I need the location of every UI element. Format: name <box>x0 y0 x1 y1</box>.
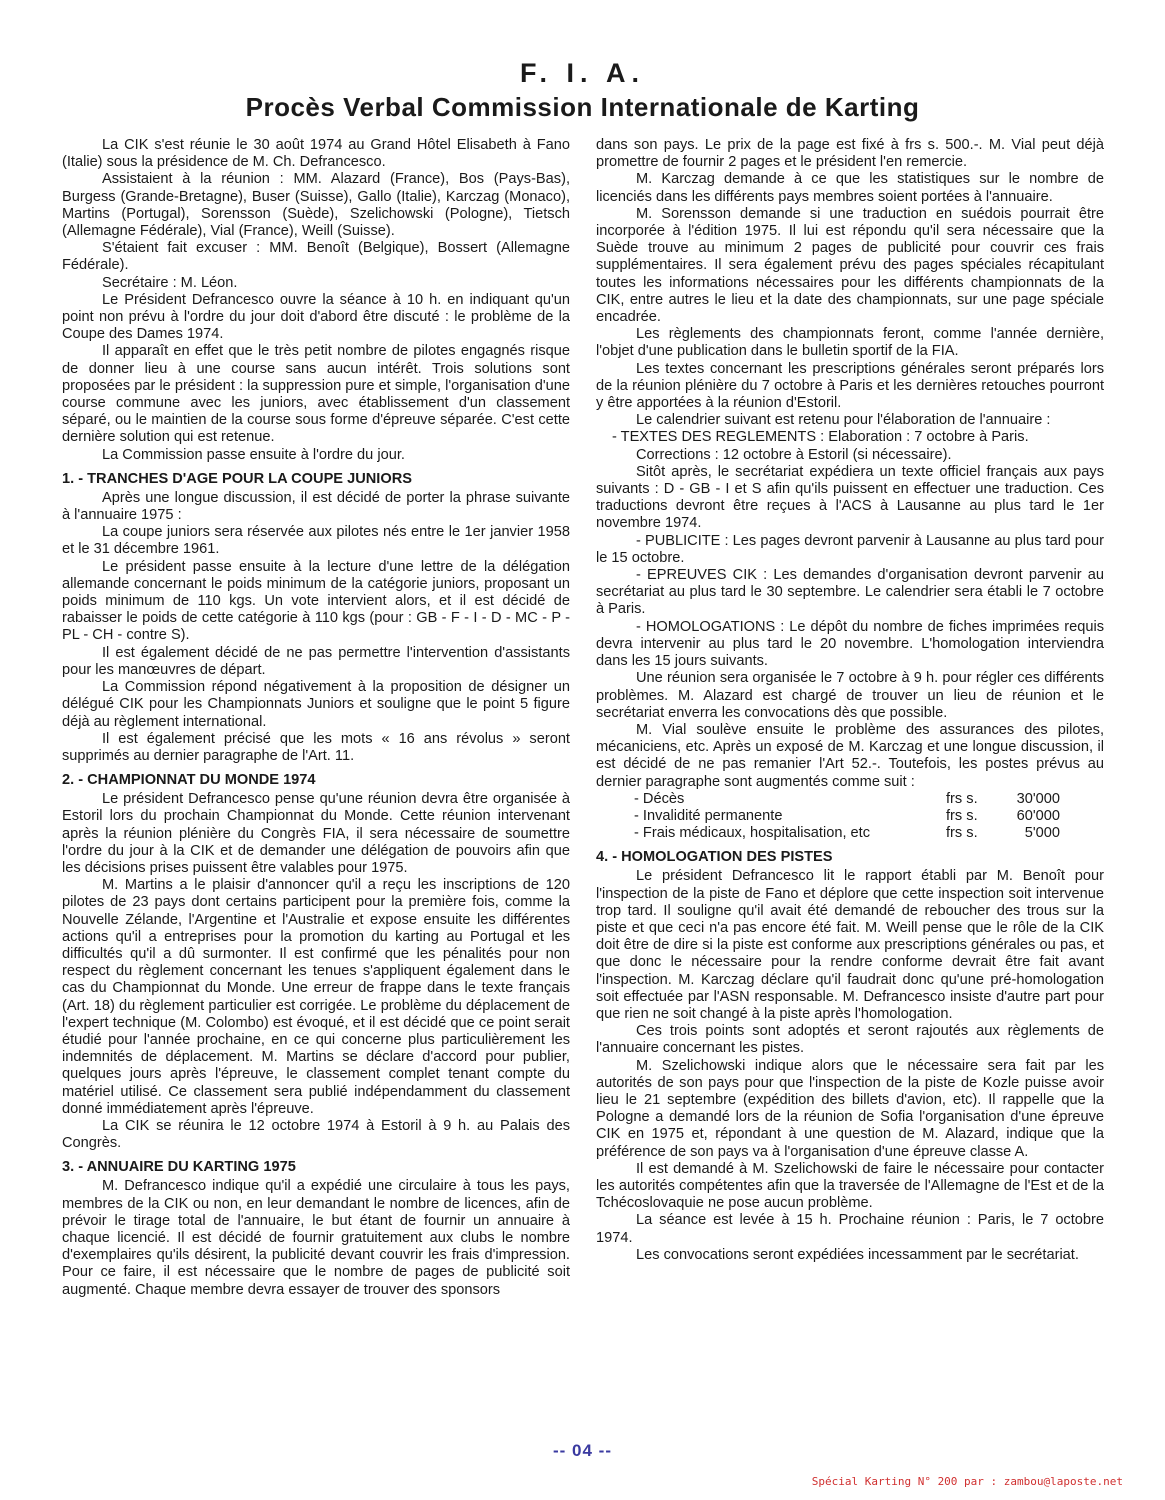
section-heading-2: 2. - CHAMPIONNAT DU MONDE 1974 <box>62 772 316 789</box>
paragraph: Sitôt après, le secrétariat expédiera un texte officiel français aux pays suivants : D - GB - I et S afin qu'ils puissent en effectuer une traduction. Ces traductions devront être reçues à l'ACS à Lausanne au plus tard le 1er novembre 1974. <box>596 463 1104 532</box>
left-column <box>62 137 570 1299</box>
paragraph: Assistaient à la réunion : MM. Alazard (France), Bos (Pays-Bas), Burgess (Grande-Bretagne), Buser (Suisse), Gallo (Italie), Karczag (Monaco), Martins (Portugal), Sorensson (Suède), Szelichowski (Pologne), Tietsch (Allemagne Fédérale), Vial (France), Weill (Suisse). <box>62 171 570 240</box>
paragraph: Une réunion sera organisée le 7 octobre à 9 h. pour régler ces différents problèmes. M. Alazard est chargé de trouver un lieu de réunion et le secrétariat enverra les convocations dès que possible. <box>596 670 1104 721</box>
fee-amount: 30'000 <box>1016 790 1060 807</box>
paragraph: La séance est levée à 15 h. Prochaine réunion : Paris, le 7 octobre 1974. <box>596 1212 1104 1246</box>
paragraph: Secrétaire : M. Léon. <box>102 274 238 291</box>
paragraph: La Commission répond négativement à la proposition de désigner un délégué CIK pour les Championnats Juniors et souligne que le point 5 figure déjà au règlement international. <box>62 679 570 730</box>
fee-label: - Décès <box>634 790 685 807</box>
paragraph: S'étaient fait excuser : MM. Benoît (Belgique), Bossert (Allemagne Fédérale). <box>62 240 570 274</box>
paragraph: Ces trois points sont adoptés et seront rajoutés aux règlements de l'annuaire concernant les pistes. <box>596 1023 1104 1057</box>
fee-currency: frs s. <box>946 825 978 842</box>
paragraph: Le président Defrancesco pense qu'une réunion devra être organisée à Estoril lors du prochain Championnat du Monde. Cette réunion intervenant après la réunion plénière du Congrès FIA, il sera nécessaire de soumettre l'ordre du jour à la CIK et de demander une délégation de pouvoirs afin que les décisions prises puissent être valables pour 1975. <box>62 791 570 876</box>
paragraph: Corrections : 12 octobre à Estoril (si nécessaire). <box>636 446 952 463</box>
fee-label: - Invalidité permanente <box>634 807 783 824</box>
table-row <box>634 791 1060 808</box>
paragraph: Le président Defrancesco lit le rapport établi par M. Benoît pour l'inspection de la piste de Fano et déplore que cette inspection soit intervenue trop tard. Il souligne qu'il avait été demandé de reboucher des trous sur la piste et que ceci n'a pas encore été fait. M. Weill pense que le rôle de la CIK doit être de dire si la piste est conforme aux prescriptions générales ou pas, et que donc le nécessaire pour la rendre conforme devrait être fait avant l'inspection. M. Karczag déclare qu'il faudrait donc qu'une pré-homologation soit effectuée par l'ASN responsable. M. Defrancesco insiste d'autre part pour que rien ne soit changé à la piste après l'homologation. <box>596 868 1104 1022</box>
paragraph: - EPREUVES CIK : Les demandes d'organisation devront parvenir au secrétariat au plus tard le 30 septembre. Le calendrier sera établi le 7 octobre à Paris. <box>596 567 1104 618</box>
paragraph: Le calendrier suivant est retenu pour l'élaboration de l'annuaire : <box>636 412 1051 429</box>
table-row <box>634 808 1060 825</box>
paragraph: M. Karczag demande à ce que les statistiques sur le nombre de licenciés dans les différents pays membres soient portées à l'annuaire. <box>596 171 1104 205</box>
page-number: -- 04 -- <box>553 1441 612 1460</box>
paragraph: M. Vial soulève ensuite le problème des assurances des pilotes, mécaniciens, etc. Après un exposé de M. Karczag et une longue discussion, il est décidé de ne pas remanier l'Art 52.-. Toutefois, les postes prévus au dernier paragraphe sont augmentés comme suit : <box>596 721 1104 790</box>
paragraph: M. Szelichowski indique alors que le nécessaire sera fait par les autorités de son pays pour que l'inspection de la piste de Kozle puisse avoir lieu le 21 septembre (expédition des billets d'avion, etc). Il rappelle que la Pologne a demandé lors de la réunion de Sofia l'organisation d'une épreuve CIK en 1975 et, répondant à une question de M. Alazard, indique que la préférence de son pays va à l'organisation d'une épreuve classe A. <box>596 1057 1104 1160</box>
right-column <box>596 137 1104 1264</box>
paragraph: M. Martins a le plaisir d'annoncer qu'il a reçu les inscriptions de 120 pilotes de 23 pays dont certains participent pour la première fois, comme la Nouvelle Zélande, l'Argentine et l'Australie et expose ensuite les différentes actions qu'il a entreprises pour la promotion du karting au Portugal et les difficultés qu'il a dû surmonter. Il est confirmé que les pénalités pour non respect du règlement concernant les tenues s'appliquent également dans le cas du Championnat du Monde. Une erreur de frappe dans le texte français (Art. 18) du règlement particulier est corrigée. Le problème du déplacement de l'expert technique (M. Colombo) est évoqué, et il est décidé que ce point serait étudié pour l'année prochaine, en ce qui concerne plus particulièrement les indemnités de déplacement. M. Martins se déclare d'accord pour publier, quelques jours après l'épreuve, le classement complet tenant compte du matériel utilisé. Ce classement sera publié indépendamment du classement donné immédiatement après l'épreuve. <box>62 877 570 1117</box>
paragraph: dans son pays. Le prix de la page est fixé à frs s. 500.-. M. Vial peut déjà promettre de fournir 2 pages et le président l'en remercie. <box>596 137 1104 171</box>
paragraph: Les convocations seront expédiées incessamment par le secrétariat. <box>636 1246 1079 1263</box>
paragraph: - TEXTES DES REGLEMENTS : Elaboration : 7 octobre à Paris. <box>612 429 1029 446</box>
footer-credit: Spécial Karting N° 200 par : zambou@laposte.net <box>811 1475 1123 1488</box>
paragraph: Le président passe ensuite à la lecture d'une lettre de la délégation allemande concernant le poids minimum de la catégorie juniors, proposant un poids minimum de 110 kgs. Un vote intervient alors, et il est décidé de rabaisser le poids de cette catégorie à 110 kgs (pour : GB - F - I - D - MC - P - PL - CH - contre S). <box>62 558 570 644</box>
paragraph: M. Sorensson demande si une traduction en suédois pourrait être incorporée à l'édition 1975. Il lui est répondu qu'il sera nécessaire que la Suède trouve au minimum 2 pages de publicité pour couvrir ces frais supplémentaires. Il sera également prévu des pages spéciales récapitulant toutes les informations nécessaires pour les différents championnats de la CIK, entre autres le lieu et la date des championnats, sur une page spéciale encadrée. <box>596 205 1104 326</box>
fee-amount: 60'000 <box>1016 807 1060 824</box>
paragraph: Il est également décidé de ne pas permettre l'intervention d'assistants pour les manœuvres de départ. <box>62 644 570 678</box>
paragraph: - PUBLICITE : Les pages devront parvenir à Lausanne au plus tard pour le 15 octobre. <box>596 532 1104 566</box>
paragraph: M. Defrancesco indique qu'il a expédié une circulaire à tous les pays, membres de la CIK ou non, en leur demandant le nombre de licences, afin de prévoir le tirage total de l'annuaire, le but étant de fournir un annuaire à chaque licencié. Il est décidé de fournir gratuitement aux clubs le nombre d'exemplaires qu'ils désirent, la publicité devant couvrir les frais d'impression. Pour ce faire, il est nécessaire que le nombre de pages de publicité soit augmenté. Chaque membre devra essayer de trouver des sponsors <box>62 1178 570 1298</box>
paragraph: Il est également précisé que les mots « 16 ans révolus » seront supprimés au dernier paragraphe de l'Art. 11. <box>62 730 570 764</box>
section-heading-1: 1. - TRANCHES D'AGE POUR LA COUPE JUNIORS <box>62 470 412 487</box>
section-heading-3: 3. - ANNUAIRE DU KARTING 1975 <box>62 1159 296 1176</box>
fee-amount: 5'000 <box>1024 825 1060 842</box>
paragraph: Les textes concernant les prescriptions générales seront préparés lors de la réunion plénière du 7 octobre à Paris et les dernières retouches pourront y être apportées à la réunion d'Estoril. <box>596 360 1104 412</box>
paragraph: La Commission passe ensuite à l'ordre du jour. <box>102 446 405 463</box>
insurance-table <box>634 791 1060 843</box>
section-heading-4: 4. - HOMOLOGATION DES PISTES <box>596 849 833 866</box>
title-line-1: F. I. A. <box>519 58 645 88</box>
paragraph: Le Président Defrancesco ouvre la séance à 10 h. en indiquant qu'un point non prévu à l'ordre du jour doit d'abord être discuté : le problème de la Coupe des Dames 1974. <box>62 291 570 343</box>
paragraph: Il apparaît en effet que le très petit nombre de pilotes engagnés risque de donner lieu à une course sans aucun intérêt. Trois solutions sont proposées par le président : la suppression pure et simple, l'organisation d'une course commune avec les juniors, avec établissement d'un classement séparé, ou le maintien de la course sous forme d'épreuve séparée. C'est cette dernière solution qui est retenue. <box>62 343 570 446</box>
fee-currency: frs s. <box>946 790 978 807</box>
paragraph: Après une longue discussion, il est décidé de porter la phrase suivante à l'annuaire 1975 : <box>62 489 570 524</box>
paragraph: Il est demandé à M. Szelichowski de faire le nécessaire pour contacter les autorités compétentes afin que la traversée de l'Allemagne de l'Est et de la Tchécoslovaquie ne pose aucun problème. <box>596 1160 1104 1212</box>
paragraph: La coupe juniors sera réservée aux pilotes nés entre le 1er janvier 1958 et le 31 décembre 1961. <box>62 524 570 558</box>
paragraph: Les règlements des championnats feront, comme l'année dernière, l'objet d'une publication dans le bulletin sportif de la FIA. <box>596 326 1104 360</box>
fee-currency: frs s. <box>946 807 978 824</box>
paragraph: La CIK s'est réunie le 30 août 1974 au Grand Hôtel Elisabeth à Fano (Italie) sous la présidence de M. Ch. Defrancesco. <box>62 137 570 171</box>
page-title: Procès Verbal Commission Internationale de Karting <box>245 92 920 122</box>
paragraph: La CIK se réunira le 12 octobre 1974 à Estoril à 9 h. au Palais des Congrès. <box>62 1117 570 1152</box>
fee-label: - Frais médicaux, hospitalisation, etc <box>634 825 871 842</box>
table-row <box>634 825 1060 842</box>
paragraph: - HOMOLOGATIONS : Le dépôt du nombre de fiches imprimées requis devra intervenir au plus tard le 20 novembre. L'homologation interviendra dans les 15 jours suivants. <box>596 618 1104 670</box>
